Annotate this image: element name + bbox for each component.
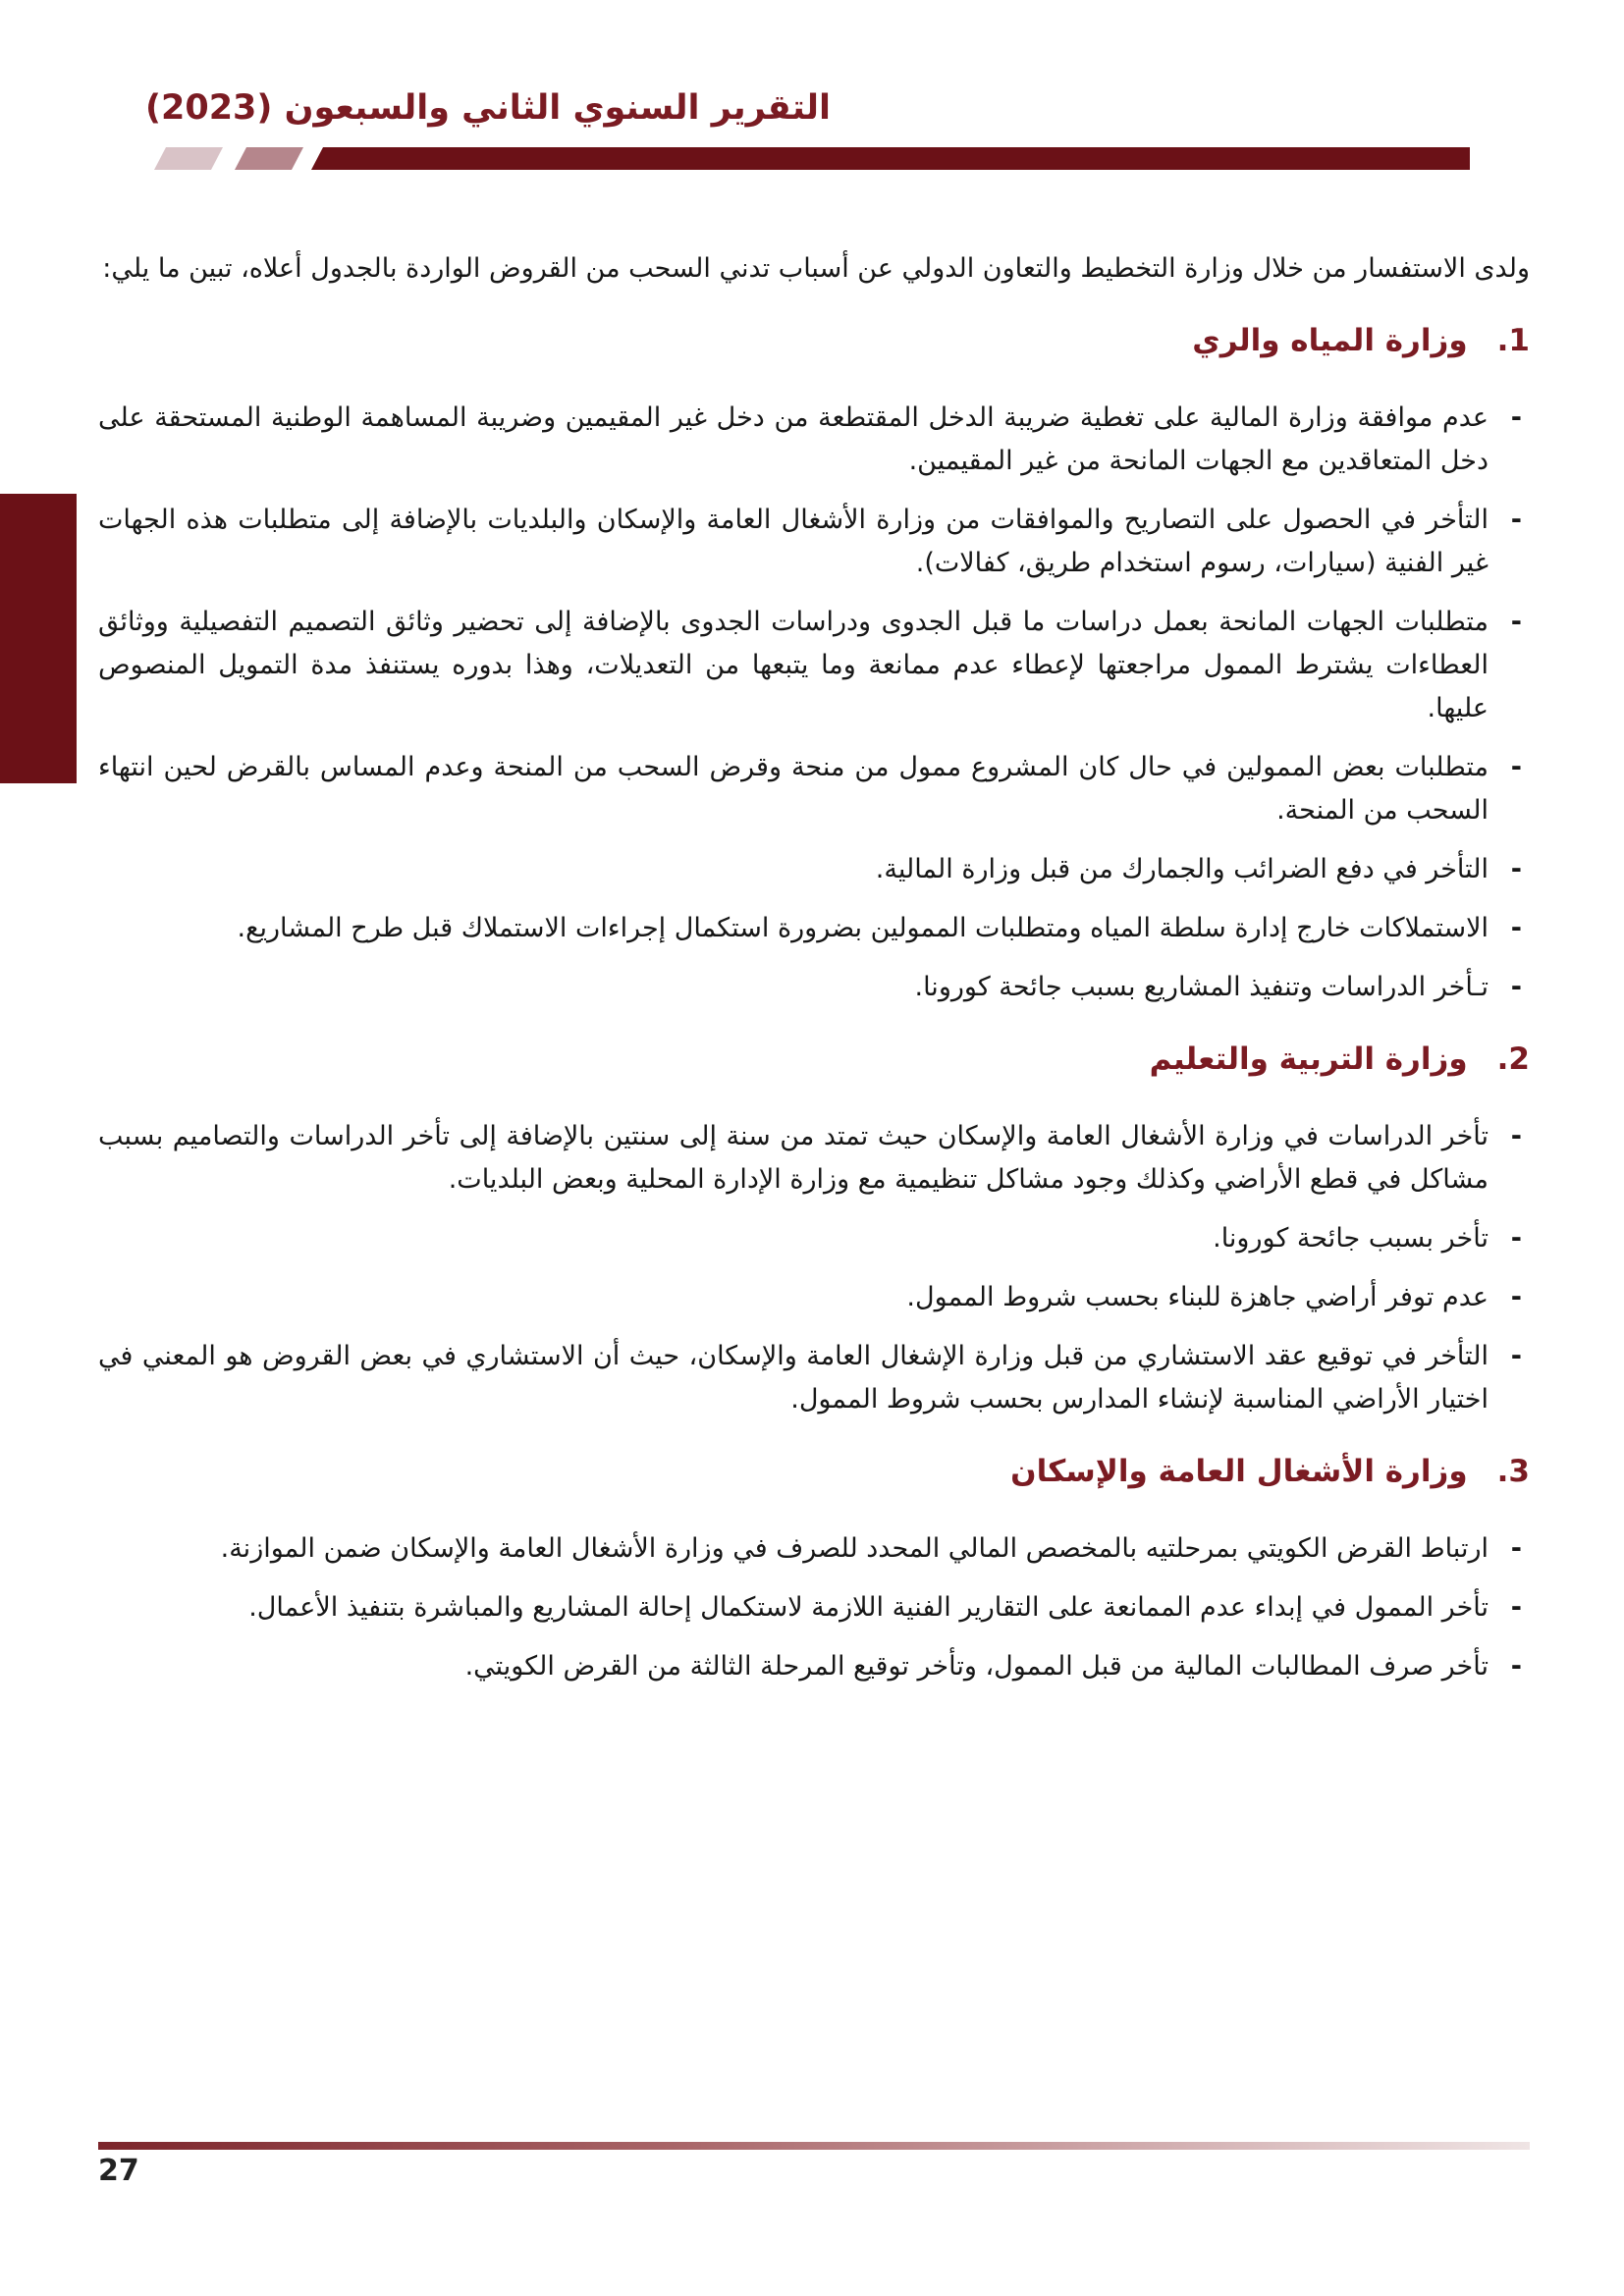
- bullet-dash-marker: -: [1510, 854, 1522, 884]
- section-number: 1.: [1496, 323, 1530, 358]
- bullet-dash-marker: -: [1510, 402, 1522, 433]
- bullet-dash-marker: -: [1510, 607, 1522, 637]
- bullet-list: [98, 1527, 1530, 1688]
- bullet-item: [98, 1527, 1530, 1571]
- bullet-dash-marker: -: [1510, 1533, 1522, 1564]
- bullet-text: تأخر الممول في إبداء عدم الممانعة على التقارير الفنية اللازمة لاستكمال إحالة المشاريع والمباشرة بتنفيذ الأعمال.: [248, 1592, 1489, 1623]
- bullet-dash-marker: -: [1510, 1592, 1522, 1623]
- bullet-item: [98, 1335, 1530, 1421]
- sections-container: [98, 318, 1530, 1688]
- bullet-dash-marker: -: [1510, 1341, 1522, 1371]
- page-number: 27: [98, 2154, 139, 2188]
- header-decoration-bar: [154, 147, 1470, 170]
- bullet-text: تـأخر الدراسات وتنفيذ المشاريع بسبب جائحة كورونا.: [914, 972, 1489, 1002]
- bullet-text: متطلبات الجهات المانحة بعمل دراسات ما قبل الجدوى ودراسات الجدوى بالإضافة إلى تحضير وثائق التصميم التفصيلية ووثائق العطاءات يشترط الممول مراجعتها لإعطاء عدم ممانعة وما يتبعها من التعديلات، وهذا بدوره يستنفذ مدة التمويل المنصوص عليها.: [98, 607, 1489, 723]
- bullet-item: [98, 746, 1530, 832]
- bullet-item: [98, 499, 1530, 585]
- ministry-section: [98, 318, 1530, 1009]
- bullet-text: الاستملاكات خارج إدارة سلطة المياه ومتطلبات الممولين بضرورة استكمال إجراءات الاستملاك قبل طرح المشاريع.: [237, 913, 1489, 943]
- bullet-text: تأخر صرف المطالبات المالية من قبل الممول، وتأخر توقيع المرحلة الثالثة من القرض الكويتي.: [464, 1651, 1489, 1682]
- footer-rule: [98, 2142, 1530, 2150]
- intro-paragraph: ولدى الاستفسار من خلال وزارة التخطيط والتعاون الدولي عن أسباب تدني السحب من القروض الواردة بالجدول أعلاه، تبين ما يلي:: [102, 253, 1530, 284]
- bullet-dash-marker: -: [1510, 752, 1522, 782]
- bar-segment-dark: [311, 147, 1470, 170]
- section-title: وزارة التربية والتعليم: [1149, 1041, 1468, 1077]
- page-content: [98, 247, 1530, 1704]
- bullet-item: [98, 848, 1530, 891]
- bullet-text: عدم موافقة وزارة المالية على تغطية ضريبة الدخل المقتطعة من دخل غير المقيمين وضريبة المساهمة الوطنية المستحقة على دخل المتعاقدين مع الجهات المانحة من غير المقيمين.: [98, 402, 1489, 476]
- section-title: وزارة الأشغال العامة والإسكان: [1010, 1454, 1468, 1489]
- bullet-item: [98, 1586, 1530, 1629]
- left-margin-strip: [0, 494, 77, 783]
- bullet-text: التأخر في دفع الضرائب والجمارك من قبل وزارة المالية.: [875, 854, 1489, 884]
- bullet-dash-marker: -: [1510, 1282, 1522, 1312]
- bullet-text: تأخر بسبب جائحة كورونا.: [1213, 1223, 1489, 1254]
- bullet-dash-marker: -: [1510, 913, 1522, 943]
- bullet-list: [98, 1115, 1530, 1421]
- bullet-dash-marker: -: [1510, 1651, 1522, 1682]
- bullet-item: [98, 397, 1530, 483]
- section-number: 2.: [1496, 1041, 1530, 1077]
- bullet-text: متطلبات بعض الممولين في حال كان المشروع ممول من منحة وقرض السحب من المنحة وعدم المساس بالقرض لحين انتهاء السحب من المنحة.: [98, 752, 1489, 826]
- bullet-list: [98, 397, 1530, 1009]
- bullet-item: [98, 1217, 1530, 1260]
- bullet-dash-marker: -: [1510, 1121, 1522, 1151]
- bullet-text: ارتباط القرض الكويتي بمرحلتيه بالمخصص المالي المحدد للصرف في وزارة الأشغال العامة والإسكان ضمن الموازنة.: [220, 1533, 1489, 1564]
- bullet-item: [98, 966, 1530, 1009]
- bullet-text: عدم توفر أراضي جاهزة للبناء بحسب شروط الممول.: [906, 1282, 1489, 1312]
- bullet-dash-marker: -: [1510, 972, 1522, 1002]
- section-heading: [98, 1449, 1530, 1494]
- bullet-dash-marker: -: [1510, 505, 1522, 535]
- bullet-text: التأخر في الحصول على التصاريح والموافقات من وزارة الأشغال العامة والإسكان والبلديات بالإضافة إلى متطلبات هذه الجهات غير الفنية (سيارات، رسوم استخدام طريق، كفالات).: [98, 505, 1489, 578]
- bullet-dash-marker: -: [1510, 1223, 1522, 1254]
- report-title: التقرير السنوي الثاني والسبعون (2023): [145, 88, 832, 128]
- ministry-section: [98, 1449, 1530, 1688]
- section-number: 3.: [1496, 1454, 1530, 1489]
- bullet-text: تأخر الدراسات في وزارة الأشغال العامة والإسكان حيث تمتد من سنة إلى سنتين بالإضافة إلى تأخر الدراسات والتصاميم بسبب مشاكل في قطع الأراضي وكذلك وجود مشاكل تنظيمية مع وزارة الإدارة المحلية وبعض البلديات.: [98, 1121, 1489, 1195]
- section-heading: [98, 318, 1530, 363]
- bullet-text: التأخر في توقيع عقد الاستشاري من قبل وزارة الإشغال العامة والإسكان، حيث أن الاستشاري في بعض القروض هو المعني في اختيار الأراضي المناسبة لإنشاء المدارس بحسب شروط الممول.: [98, 1341, 1489, 1415]
- bullet-item: [98, 1115, 1530, 1201]
- section-title: وزارة المياه والري: [1192, 323, 1468, 358]
- bullet-item: [98, 601, 1530, 730]
- bar-segment-light: [154, 147, 223, 170]
- section-heading: [98, 1037, 1530, 1082]
- bullet-item: [98, 907, 1530, 950]
- bar-segment-mauve: [235, 147, 303, 170]
- bullet-item: [98, 1645, 1530, 1688]
- ministry-section: [98, 1037, 1530, 1421]
- bullet-item: [98, 1276, 1530, 1319]
